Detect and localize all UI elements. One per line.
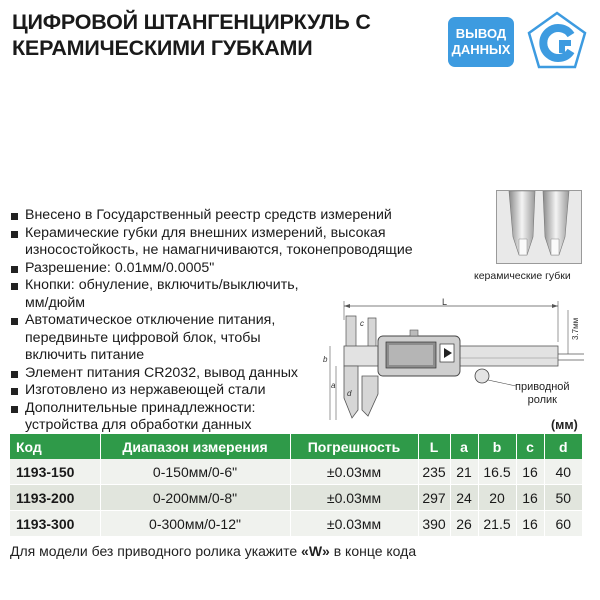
- column-header-code: Код: [10, 434, 100, 459]
- cell-l: 390: [418, 511, 450, 537]
- column-header-a: a: [450, 434, 478, 459]
- cell-b: 16.5: [478, 459, 516, 485]
- data-output-badge: [448, 17, 514, 67]
- feature-item: Автоматическое отключение питания, передвиньте цифровой блок, чтобы включить питание: [10, 312, 325, 365]
- cell-accuracy: ±0.03мм: [290, 459, 418, 485]
- feature-item: Элемент питания CR2032, вывод данных: [10, 365, 355, 383]
- page-title: [12, 9, 371, 61]
- footnote-text-after: в конце кода: [329, 543, 417, 559]
- footnote-suffix-code: «W»: [301, 543, 330, 559]
- dimension-label-3-7mm: 3.7мм: [571, 317, 580, 340]
- feature-item: Внесено в Государственный реестр средств измерений: [10, 207, 480, 225]
- thumb-roller-label-line-1: приводной: [515, 381, 570, 393]
- cell-l: 297: [418, 485, 450, 511]
- dimension-label-a: a: [331, 381, 336, 390]
- column-header-c: c: [516, 434, 544, 459]
- cell-range: 0-150мм/0-6": [100, 459, 290, 485]
- cell-accuracy: ±0.03мм: [290, 511, 418, 537]
- data-output-badge-line-1: ВЫВОД: [455, 26, 507, 41]
- feature-item: Изготовлено из нержавеющей стали: [10, 382, 325, 400]
- cell-c: 16: [516, 459, 544, 485]
- thumb-roller-label: [515, 381, 570, 407]
- cell-b: 21.5: [478, 511, 516, 537]
- table-row: [10, 511, 582, 537]
- table-header-row: [10, 434, 582, 459]
- cell-a: 26: [450, 511, 478, 537]
- table-row: [10, 485, 582, 511]
- feature-item: Дополнительные принадлежности: устройства для обработки данных: [10, 400, 325, 435]
- cell-code: 1193-150: [10, 459, 100, 485]
- cell-c: 16: [516, 511, 544, 537]
- column-header-accuracy: Погрешность: [290, 434, 418, 459]
- ceramic-jaws-image: [496, 190, 582, 264]
- specification-table: [10, 434, 582, 537]
- dimension-label-c: c: [360, 319, 364, 328]
- cell-code: 1193-200: [10, 485, 100, 511]
- cell-range: 0-200мм/0-8": [100, 485, 290, 511]
- cell-b: 20: [478, 485, 516, 511]
- cell-d: 50: [544, 485, 582, 511]
- column-header-d: d: [544, 434, 582, 459]
- dimension-label-d: d: [347, 389, 352, 398]
- ceramic-jaws-caption: керамические губки: [474, 270, 571, 282]
- certification-mark-icon: [523, 9, 591, 77]
- cell-a: 21: [450, 459, 478, 485]
- data-output-badge-line-2: ДАННЫХ: [451, 42, 511, 57]
- footnote: [10, 543, 416, 559]
- dimension-label-b: b: [323, 355, 328, 364]
- cell-c: 16: [516, 485, 544, 511]
- thumb-roller-label-line-2: ролик: [527, 394, 557, 406]
- cell-d: 60: [544, 511, 582, 537]
- page-title-line-1: ЦИФРОВОЙ ШТАНГЕНЦИРКУЛЬ С: [12, 10, 371, 34]
- feature-item: Керамические губки для внешних измерений, высокая износостойкость, не намагничиваются, токонепроводящие: [10, 225, 480, 260]
- column-header-l: L: [418, 434, 450, 459]
- units-label: (мм): [551, 418, 578, 432]
- cell-d: 40: [544, 459, 582, 485]
- dimension-label-l: L: [442, 298, 448, 307]
- footnote-text-before: Для модели без приводного ролика укажите: [10, 543, 302, 559]
- page-title-line-2: КЕРАМИЧЕСКИМИ ГУБКАМИ: [12, 36, 313, 60]
- table-row: [10, 459, 582, 485]
- feature-item: Разрешение: 0.01мм/0.0005": [10, 260, 480, 278]
- cell-a: 24: [450, 485, 478, 511]
- feature-item: Кнопки: обнуление, включить/выключить, мм/дюйм: [10, 277, 325, 312]
- cell-accuracy: ±0.03мм: [290, 485, 418, 511]
- cell-l: 235: [418, 459, 450, 485]
- column-header-range: Диапазон измерения: [100, 434, 290, 459]
- ceramic-jaws-icon: [497, 191, 581, 263]
- column-header-b: b: [478, 434, 516, 459]
- cell-range: 0-300мм/0-12": [100, 511, 290, 537]
- cell-code: 1193-300: [10, 511, 100, 537]
